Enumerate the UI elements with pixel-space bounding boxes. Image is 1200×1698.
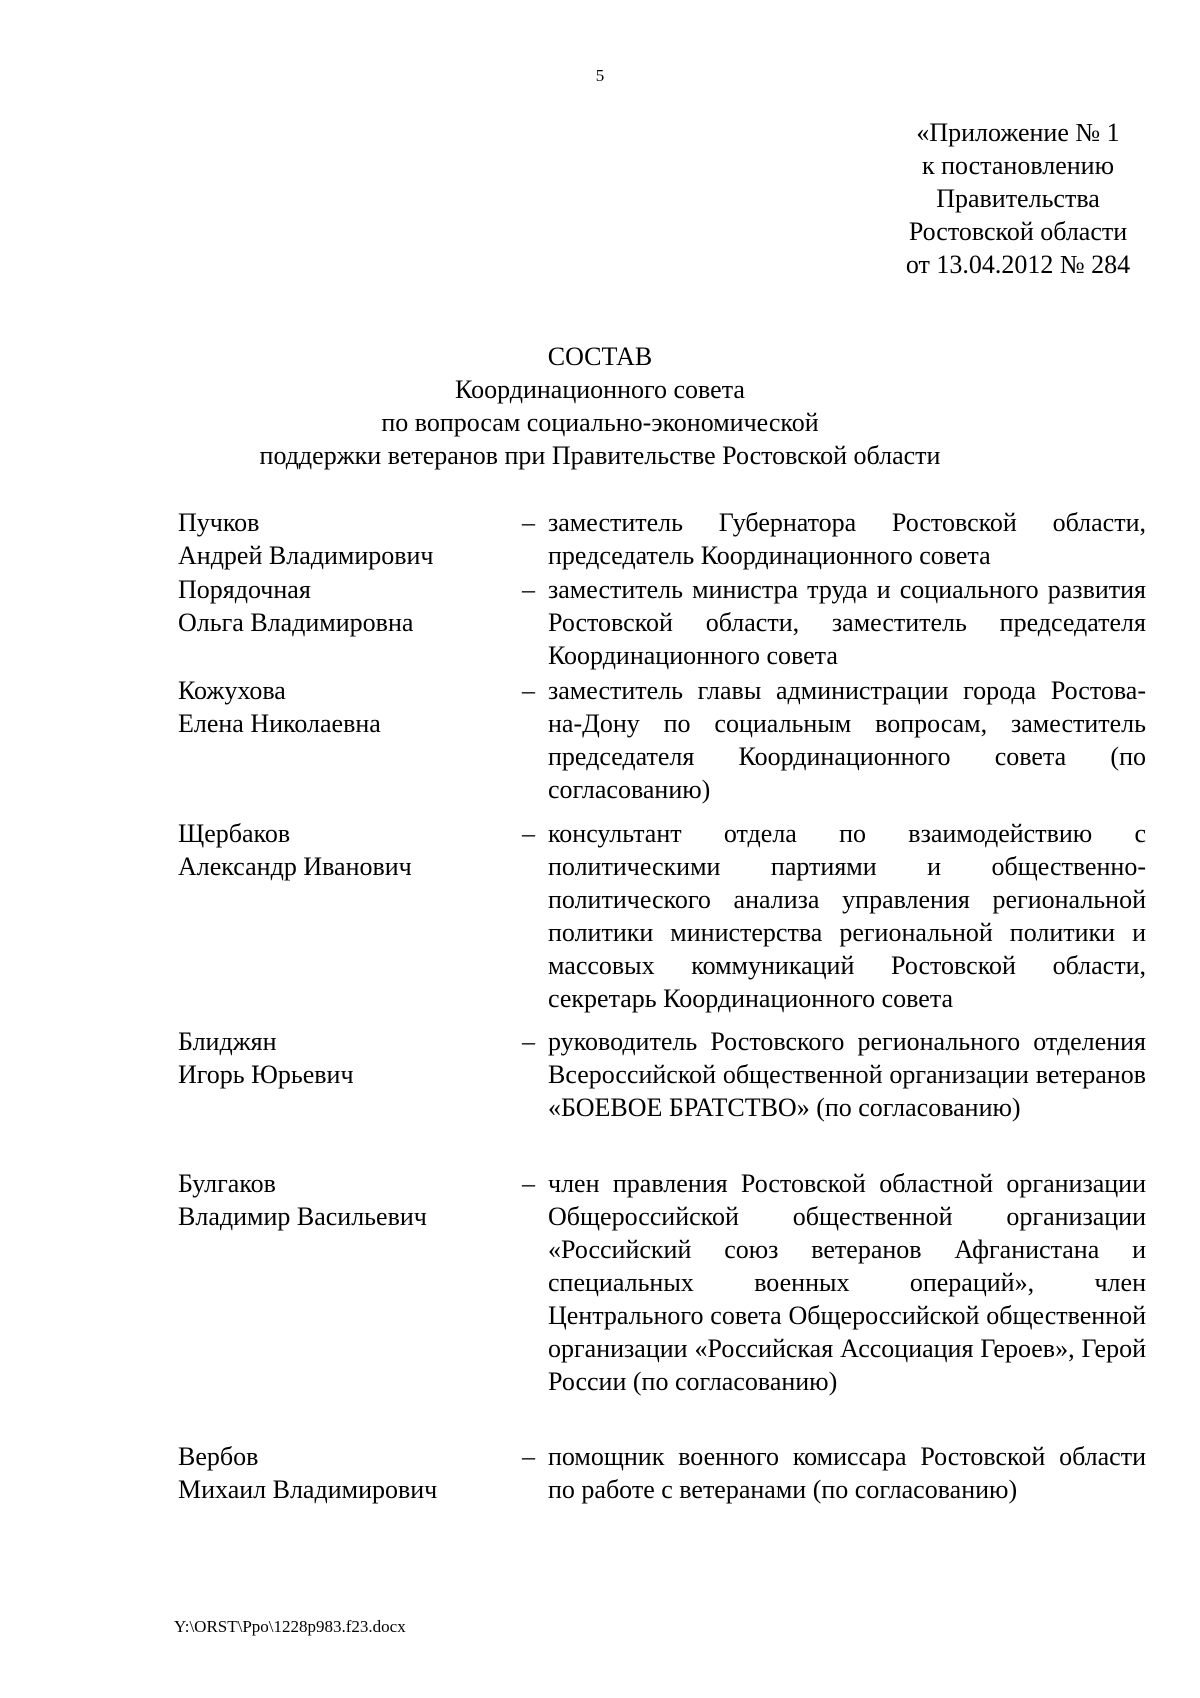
member-role: член правления Ростовской областной организации Общероссийской общественной организации «Российский союз ветеранов Афганистана и специальных военных операций», член Центрального совета Общероссийской общественной организации «Российская Ассоциация Героев», Герой России (по согласованию) bbox=[548, 1169, 1146, 1396]
appendix-line: к постановлению bbox=[921, 151, 1115, 180]
member-row bbox=[178, 573, 1146, 674]
footer-file-path: Y:\ORST\Ppo\1228p983.f23.docx bbox=[174, 1617, 406, 1636]
member-role: заместитель Губернатора Ростовской области, председатель Координационного совета bbox=[548, 508, 1146, 570]
member-surname: Кожухова bbox=[178, 676, 286, 705]
member-dash: – bbox=[522, 1027, 535, 1056]
member-name bbox=[178, 1167, 522, 1440]
member-dash: – bbox=[522, 1169, 535, 1198]
member-surname: Щербаков bbox=[178, 819, 291, 848]
member-dash: – bbox=[522, 676, 535, 705]
member-dash: – bbox=[522, 819, 535, 848]
member-given-names: Михаил Владимирович bbox=[178, 1475, 438, 1504]
member-role: заместитель министра труда и социального развития Ростовской области, заместитель председателя Координационного совета bbox=[548, 575, 1146, 670]
member-name bbox=[178, 506, 522, 573]
member-given-names: Ольга Владимировна bbox=[178, 608, 414, 637]
title-subtitle-line: Координационного совета bbox=[455, 375, 745, 404]
document-title bbox=[0, 340, 1200, 472]
member-given-names: Андрей Владимирович bbox=[178, 541, 434, 570]
title-heading: СОСТАВ bbox=[547, 342, 653, 371]
member-name bbox=[178, 1440, 522, 1540]
appendix-line: «Приложение № 1 bbox=[916, 118, 1120, 147]
member-name bbox=[178, 674, 522, 817]
appendix-line: Ростовской области bbox=[908, 217, 1128, 246]
member-given-names: Игорь Юрьевич bbox=[178, 1060, 354, 1089]
member-given-names: Владимир Васильевич bbox=[178, 1202, 427, 1231]
member-name bbox=[178, 1025, 522, 1167]
member-role: заместитель главы администрации города Ростова-на-Дону по социальным вопросам, заместитель председателя Координационного совета (по согласованию) bbox=[548, 676, 1146, 804]
member-surname: Булгаков bbox=[178, 1169, 276, 1198]
member-name bbox=[178, 817, 522, 1025]
member-row bbox=[178, 1167, 1146, 1440]
member-row bbox=[178, 1440, 1146, 1540]
member-dash: – bbox=[522, 1442, 535, 1471]
member-role: консультант отдела по взаимодействию с политическими партиями и общественно-политического анализа управления региональной политики министерства региональной политики и массовых коммуникаций Ростовской области, секретарь Координационного совета bbox=[548, 819, 1146, 1013]
member-given-names: Елена Николаевна bbox=[178, 709, 381, 738]
member-row bbox=[178, 506, 1146, 573]
appendix-line: от 13.04.2012 № 284 bbox=[905, 250, 1131, 279]
member-row bbox=[178, 1025, 1146, 1167]
member-dash: – bbox=[522, 575, 535, 604]
appendix-line: Правительства bbox=[936, 184, 1100, 213]
member-surname: Пучков bbox=[178, 508, 260, 537]
member-role: руководитель Ростовского регионального отделения Всероссийской общественной организации ветеранов «БОЕВОЕ БРАТСТВО» (по согласованию) bbox=[548, 1027, 1146, 1122]
member-given-names: Александр Иванович bbox=[178, 852, 412, 881]
title-subtitle-line: по вопросам социально-экономической bbox=[381, 408, 819, 437]
member-surname: Вербов bbox=[178, 1442, 259, 1471]
member-surname: Порядочная bbox=[178, 575, 311, 604]
page-number: 5 bbox=[595, 66, 605, 85]
member-surname: Блиджян bbox=[178, 1027, 277, 1056]
members-list bbox=[178, 506, 1146, 1540]
title-subtitle-line: поддержки ветеранов при Правительстве Ростовской области bbox=[259, 441, 941, 470]
member-dash: – bbox=[522, 508, 535, 537]
member-row bbox=[178, 817, 1146, 1025]
member-row bbox=[178, 674, 1146, 817]
member-name bbox=[178, 573, 522, 674]
appendix-header bbox=[868, 116, 1168, 281]
member-role: помощник военного комиссара Ростовской области по работе с ветеранами (по согласованию) bbox=[548, 1442, 1146, 1504]
